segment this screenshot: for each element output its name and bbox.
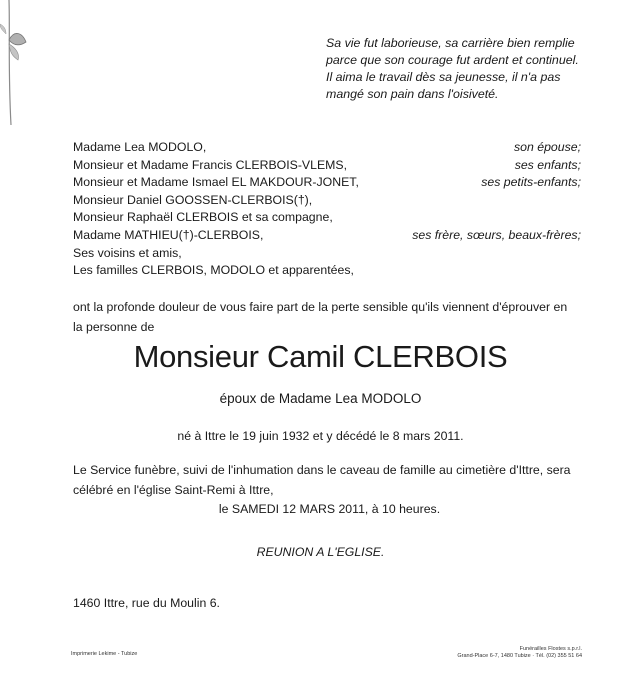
reunion-note: REUNION A L'EGLISE. <box>256 545 385 559</box>
announcement-line: ont la profonde douleur de vous faire part de la perte sensible qu'ils viennent d'éprouver en <box>73 300 568 314</box>
quote <box>326 35 606 103</box>
family-row <box>73 139 581 157</box>
family-row <box>73 157 581 175</box>
family-member: Monsieur Daniel GOOSSEN-CLERBOIS(†), <box>73 192 313 207</box>
birth-death-dates: né à Ittre le 19 juin 1932 et y décédé le 8 mars 2011. <box>177 429 464 443</box>
quote-line: mangé son pain dans l'oisiveté. <box>326 87 499 101</box>
quote-line: Sa vie fut laborieuse, sa carrière bien remplie <box>326 36 575 50</box>
announcement <box>73 297 573 337</box>
quote-line: parce que son courage fut ardent et continuel. <box>326 53 579 67</box>
family-row <box>73 227 581 245</box>
family-member: Monsieur et Madame Ismael EL MAKDOUR-JONET, <box>73 175 359 190</box>
family-member: Ses voisins et amis, <box>73 245 182 260</box>
funeral-home-name: Funérailles Flostes s.p.r.l. <box>519 646 582 652</box>
family-member: Les familles CLERBOIS, MODOLO et apparentées, <box>73 263 354 278</box>
funeral-home-address: Grand-Place 6-7, 1480 Tubize · Tél. (02) 355 51 64 <box>457 653 582 659</box>
printer-credit: Imprimerie Lekime - Tubize <box>71 651 138 657</box>
family-relation: ses frère, sœurs, beaux-frères; <box>412 227 581 242</box>
family-relation: ses enfants; <box>514 157 581 172</box>
flower-icon <box>0 0 30 125</box>
family-member: Monsieur et Madame Francis CLERBOIS-VLEMS, <box>73 157 348 172</box>
service-details <box>73 460 593 500</box>
deceased-name: Monsieur Camil CLERBOIS <box>133 339 508 374</box>
family-list <box>73 139 581 280</box>
service-line: Le Service funèbre, suivi de l'inhumation dans le caveau de famille au cimetière d'Ittre, sera <box>73 463 571 477</box>
family-row <box>73 192 581 210</box>
family-member: Monsieur Raphaël CLERBOIS et sa compagne, <box>73 210 333 225</box>
family-member: Madame MATHIEU(†)-CLERBOIS, <box>73 227 264 242</box>
service-date: le SAMEDI 12 MARS 2011, à 10 heures. <box>218 502 441 516</box>
quote-line: Il aima le travail dès sa jeunesse, il n'a pas <box>326 70 561 84</box>
funeral-home-credit <box>457 646 582 660</box>
service-line: célébré en l'église Saint-Remi à Ittre, <box>73 483 274 497</box>
family-relation: son épouse; <box>513 140 581 154</box>
announcement-line: la personne de <box>73 320 155 334</box>
family-row <box>73 174 581 192</box>
family-member: Madame Lea MODOLO, <box>73 140 207 154</box>
family-address: 1460 Ittre, rue du Moulin 6. <box>73 596 220 610</box>
family-relation: ses petits-enfants; <box>481 175 581 190</box>
spouse-line: époux de Madame Lea MODOLO <box>219 391 422 406</box>
family-row <box>73 262 581 280</box>
family-row <box>73 209 581 227</box>
family-row <box>73 245 581 263</box>
